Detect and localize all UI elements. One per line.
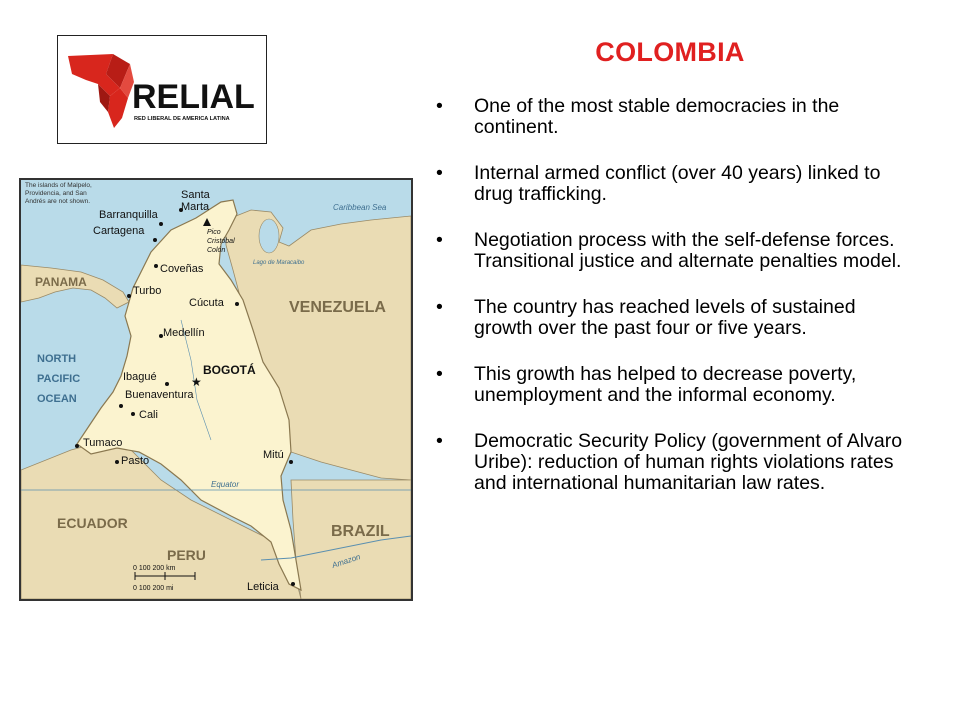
bullet-dot: • xyxy=(436,363,443,385)
panama-label: PANAMA xyxy=(35,275,87,289)
barranquilla-dot xyxy=(159,222,163,226)
bullet-item xyxy=(430,230,910,272)
scale-km: 0 100 200 km xyxy=(133,565,176,572)
bullet-dot: • xyxy=(436,229,443,251)
brazil-label: BRAZIL xyxy=(331,523,390,540)
city-turbo: Turbo xyxy=(133,285,162,297)
bullet-dot: • xyxy=(436,162,443,184)
turbo-dot xyxy=(127,294,131,298)
bullet-text: This growth has helped to decrease poverty, unemployment and the informal economy. xyxy=(474,363,857,406)
leticia-dot xyxy=(291,582,295,586)
city-mitu: Mitú xyxy=(263,449,284,461)
city-bogota: BOGOTÁ xyxy=(203,363,256,377)
peru-label: PERU xyxy=(167,547,206,563)
amazon-label: Amazon xyxy=(330,552,362,570)
logo-tagline: RED LIBERAL DE AMERICA LATINA xyxy=(134,116,230,122)
bullet-list xyxy=(430,96,910,519)
city-cucuta: Cúcuta xyxy=(189,297,224,309)
bullet-text: Democratic Security Policy (government of Alvaro Uribe): reduction of human rights violations rates and international humanitarian law rates. xyxy=(474,430,903,494)
city-santa-marta-2: Marta xyxy=(181,201,210,213)
pacific-label-2: PACIFIC xyxy=(37,373,81,385)
bullet-item xyxy=(430,163,910,205)
city-pico-3: Colón xyxy=(207,247,226,254)
caribbean-label: Caribbean Sea xyxy=(333,203,387,212)
colombia-map xyxy=(19,178,413,601)
cucuta-dot xyxy=(235,302,239,306)
city-pico-1: Pico xyxy=(207,229,221,236)
relial-logo xyxy=(57,35,267,144)
city-pasto: Pasto xyxy=(121,455,150,467)
scale-mi: 0 100 200 mi xyxy=(133,585,174,592)
ecuador-label: ECUADOR xyxy=(57,515,128,531)
bullet-item xyxy=(430,297,910,339)
bullet-dot: • xyxy=(436,430,443,452)
city-leticia: Leticia xyxy=(247,581,279,593)
mitu-dot xyxy=(289,460,293,464)
bullet-dot: • xyxy=(436,296,443,318)
city-pico-2: Cristóbal xyxy=(207,238,235,245)
tumaco-dot xyxy=(75,444,79,448)
city-covenas: Coveñas xyxy=(160,263,204,275)
bullet-text: One of the most stable democracies in the continent. xyxy=(474,95,840,138)
city-cali: Cali xyxy=(139,409,158,421)
ibague-dot xyxy=(165,382,169,386)
slide-title: COLOMBIA xyxy=(595,37,745,67)
map-note: The islands of Malpelo, Providencia, and San Andrés are not shown. xyxy=(25,182,92,205)
bullet-text: Negotiation process with the self-defense forces. Transitional justice and alternate penalties model. xyxy=(474,229,902,272)
logo-name: RELIAL xyxy=(132,78,255,116)
equator-label: Equator xyxy=(211,480,240,489)
pasto-dot xyxy=(115,460,119,464)
city-santa-marta-1: Santa xyxy=(181,189,210,201)
city-medellin: Medellín xyxy=(163,327,205,339)
city-tumaco: Tumaco xyxy=(83,437,123,449)
maracaibo-label: Lago de Maracaibo xyxy=(253,260,305,266)
pacific-label-1: NORTH xyxy=(37,353,77,365)
bullet-item xyxy=(430,431,910,494)
maracaibo-lake xyxy=(259,219,279,253)
cali-dot xyxy=(131,412,135,416)
covenas-dot xyxy=(154,264,158,268)
pacific-label-3: OCEAN xyxy=(37,393,77,405)
bullet-item xyxy=(430,364,910,406)
city-ibague: Ibagué xyxy=(123,371,157,383)
venezuela-label: VENEZUELA xyxy=(289,299,386,316)
buenaventura-dot xyxy=(119,404,123,408)
city-barranquilla: Barranquilla xyxy=(99,209,158,221)
city-cartagena: Cartagena xyxy=(93,225,145,237)
bullet-text: The country has reached levels of sustained growth over the past four or five years. xyxy=(474,296,856,339)
bullet-text: Internal armed conflict (over 40 years) linked to drug trafficking. xyxy=(474,162,881,205)
bullet-dot: • xyxy=(436,95,443,117)
bullet-item xyxy=(430,96,910,138)
cartagena-dot xyxy=(153,238,157,242)
city-buenaventura: Buenaventura xyxy=(125,389,194,401)
bogota-star-icon: ★ xyxy=(191,375,202,389)
